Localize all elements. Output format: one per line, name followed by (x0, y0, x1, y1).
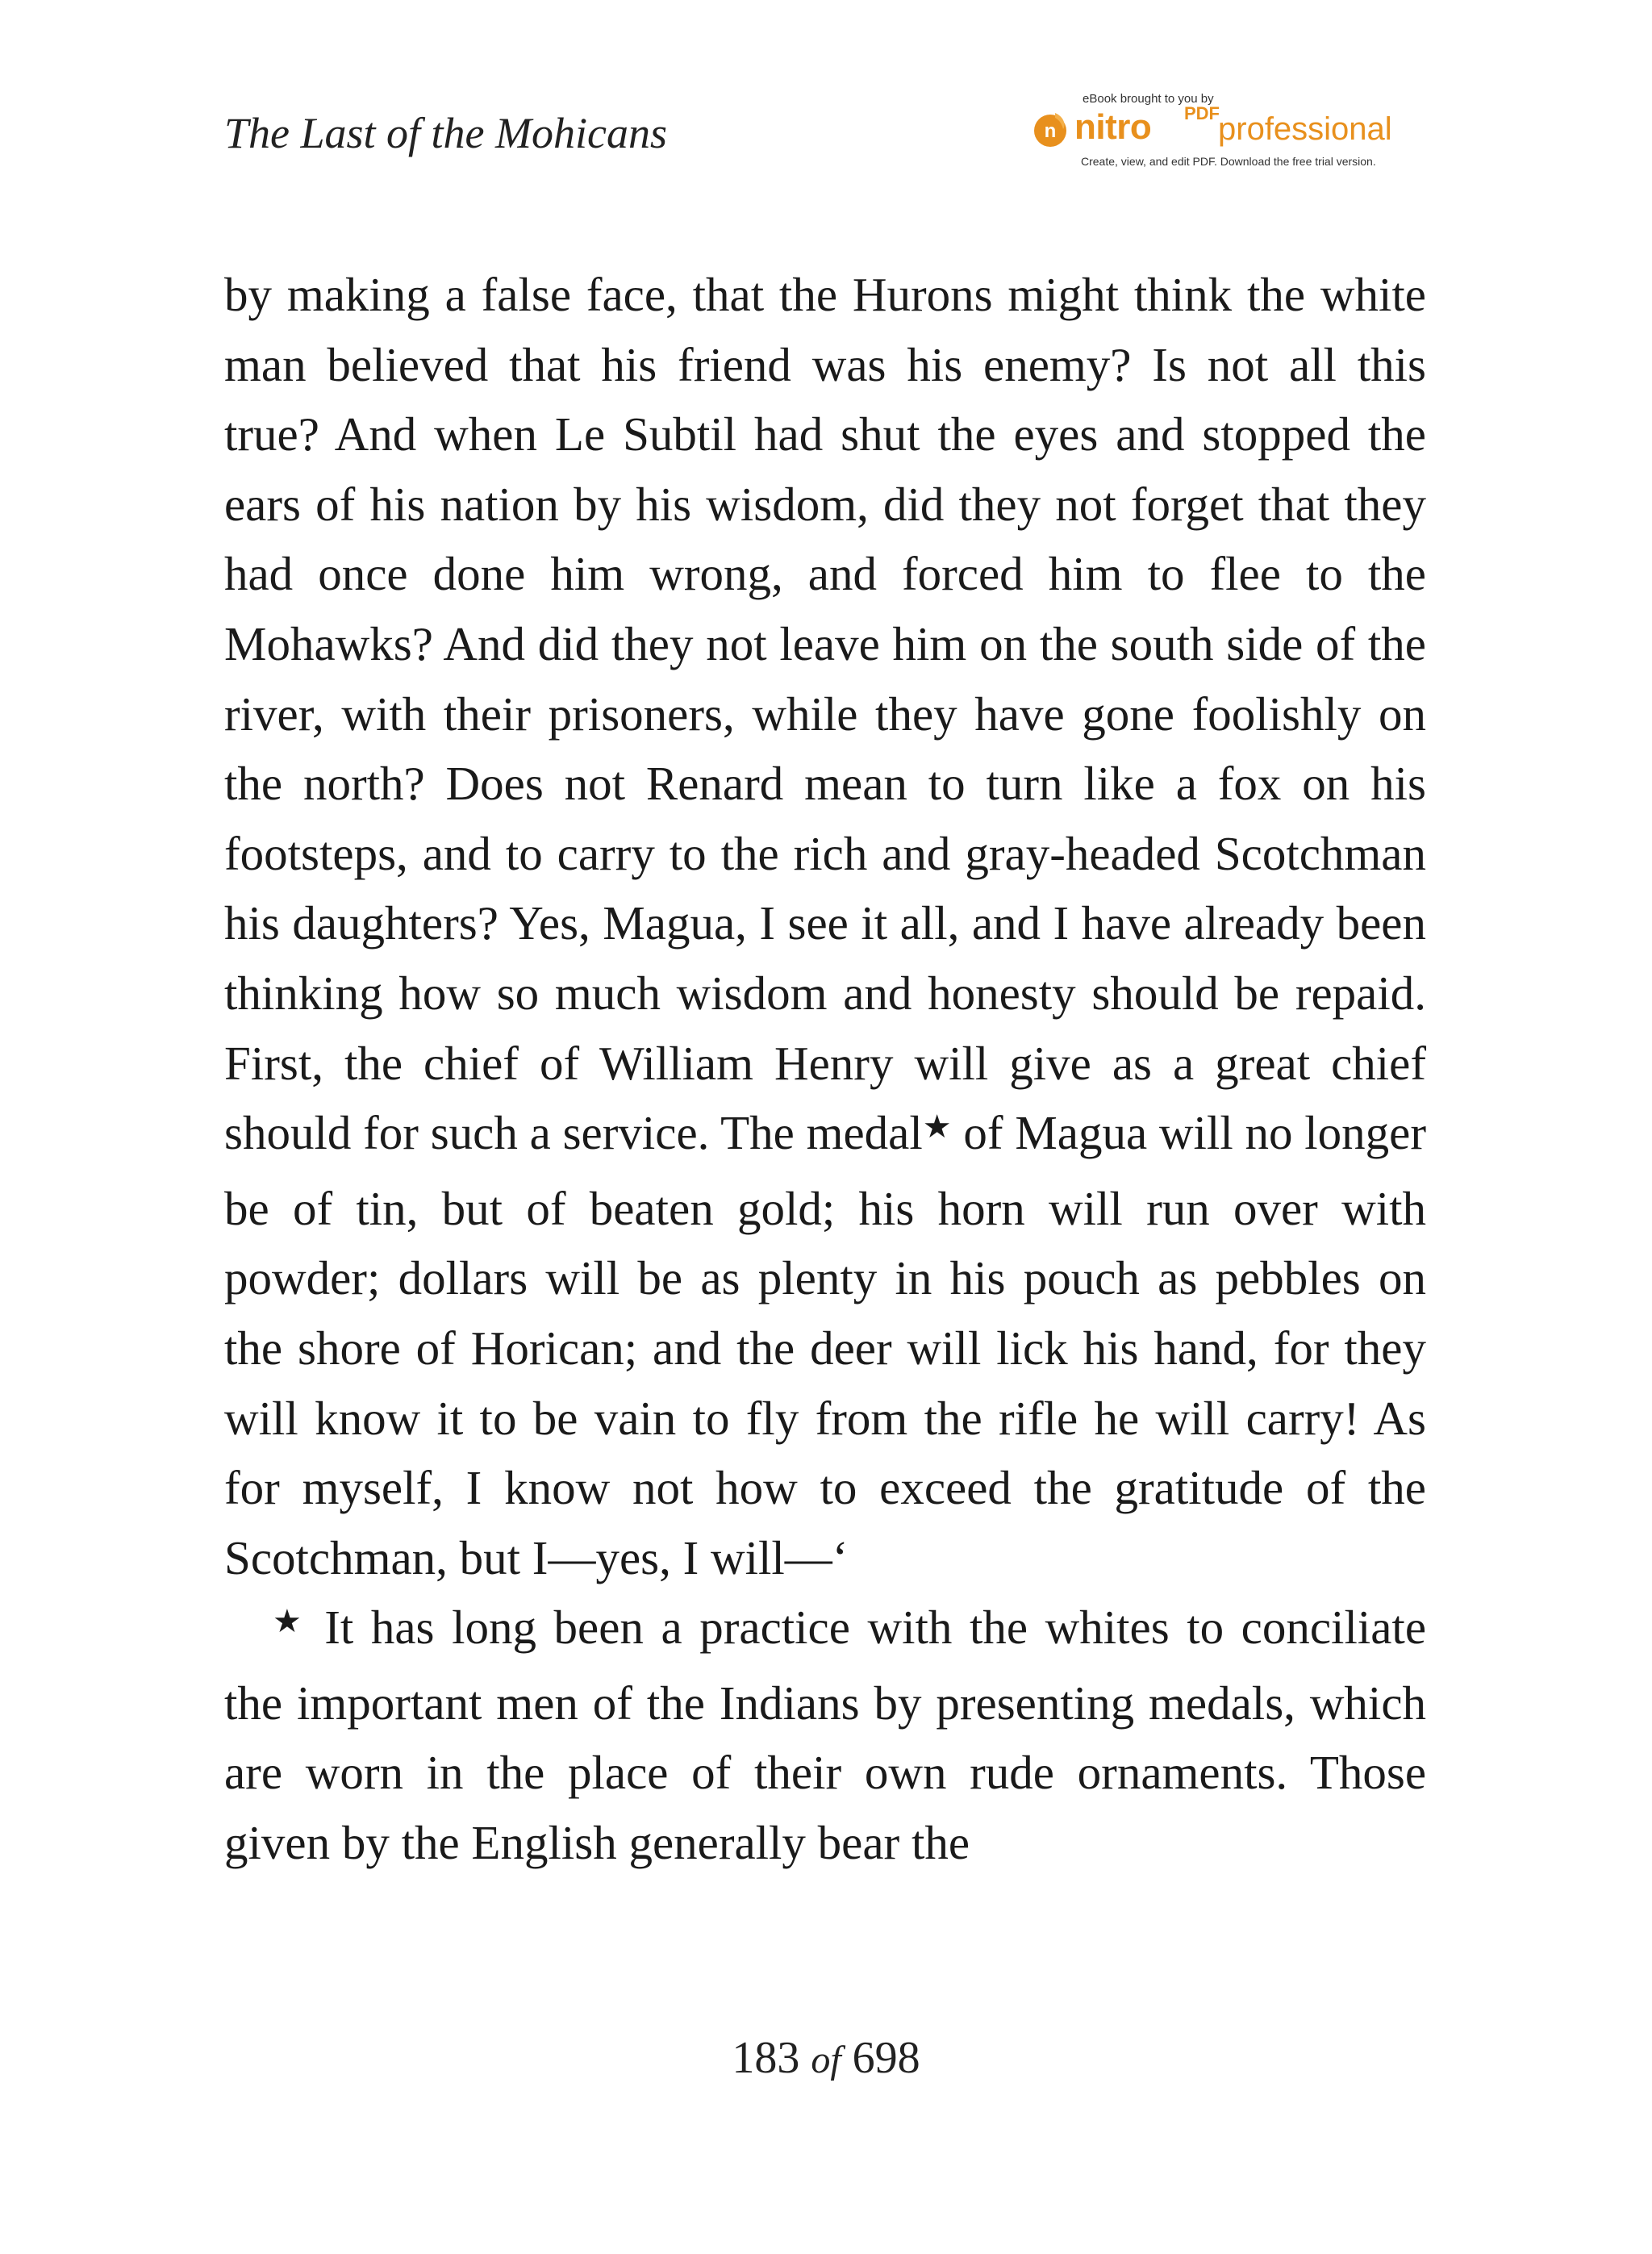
nitro-pdf-banner[interactable] (1031, 89, 1410, 177)
brand-name: nitro (1074, 107, 1152, 147)
banner-tagline: eBook brought to you by (1083, 92, 1214, 106)
footnote-text: It has long been a practice with the whites to conciliate the important men of the Indians by presenting medals, which are worn in the place of their own rude ornaments. Those given by the English generally bear the (224, 1601, 1426, 1870)
footnote-star: ★ (273, 1603, 307, 1640)
page-body (224, 260, 1426, 1878)
brand-product: professional (1218, 111, 1392, 147)
page-number (0, 2030, 1652, 2089)
main-paragraph (224, 260, 1426, 1592)
book-title: The Last of the Mohicans (224, 109, 667, 157)
brand-superscript: PDF (1184, 103, 1220, 123)
banner-subline: Create, view, and edit PDF. Download the free trial version. (1081, 155, 1376, 168)
footnote-paragraph (224, 1592, 1426, 1877)
current-page: 183 (732, 2033, 800, 2083)
main-paragraph-continued: of Magua will no longer be of tin, but of beaten gold; his horn will run over with powder; dollars will be as plenty in his pouch as pebbles on the shore of Horican; and the deer will lick his hand, for they will know it to be vain to fly from the rifle he will carry! As for myself, I know not how to exceed the gratitude of the Scotchman, but I—yes, I will—‘ (224, 1106, 1426, 1584)
nitro-logo-icon (1031, 110, 1070, 148)
svg-text:n: n (1044, 120, 1057, 142)
total-pages: 698 (852, 2033, 920, 2083)
page-of-label: of (811, 2039, 841, 2081)
footnote-reference-star: ★ (922, 1108, 952, 1146)
main-paragraph-text: by making a false face, that the Hurons might think the white man believed that his friend was his enemy? Is not all this true? And when Le Subtil had shut the eyes and stopped the ears of his nation by his wisdom, did they not forget that they had once done him wrong, and forced him to flee to the Mohawks? And did they not leave him on the south side of the river, with their prisoners, while they have gone foolishly on the north? Does not Renard mean to turn like a fox on his footsteps, and to carry to the rich and gray-headed Scotchman his daughters? Yes, Magua, I see it all, and I have already been thinking how so much wisdom and honesty should be repaid. First, the chief of William Henry will give as a great chief should for such a service. The medal (224, 268, 1426, 1160)
